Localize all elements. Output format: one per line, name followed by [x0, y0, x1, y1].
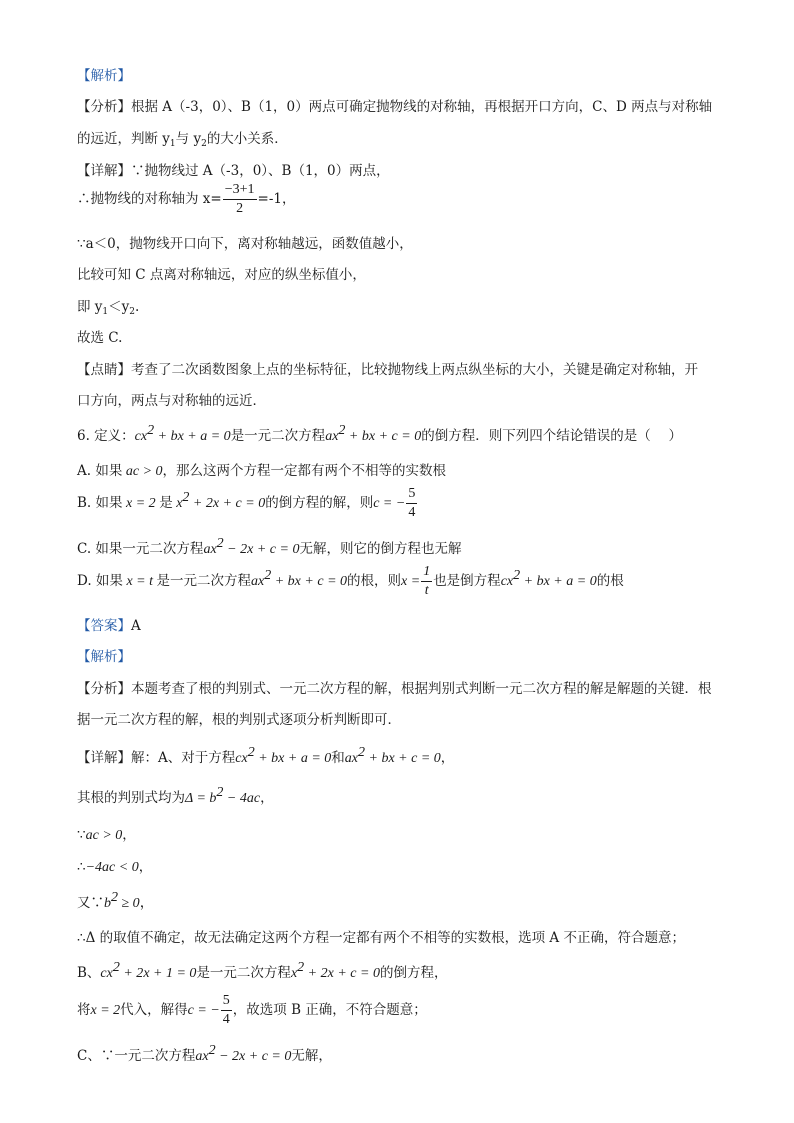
discriminant-line: 其根的判别式均为$\Delta = b^2 - 4ac$， [77, 785, 274, 806]
option-c-analysis-line: C、∵一元二次方程$ax^2 - 2x + c = 0$无解， [77, 1043, 332, 1064]
substitute-fraction: $\frac{5}{4}$ [222, 993, 230, 1027]
question-6-stem: 6. 定义：$cx^2$ + bx + a = 0是一元二次方程$ax^2$ + bx + c = 0的倒方程．则下列四个结论错误的是（ ） [77, 423, 682, 444]
detail-line-1: 【详解】∵抛物线过 A（-3，0）、B（1，0）两点， [77, 163, 390, 179]
option-b-fraction: $\frac{5}{4}$ [408, 486, 416, 520]
comment-line-2: 口方向，两点与对称轴的远近． [77, 393, 266, 409]
comment-tag: 【点睛】 [77, 362, 131, 378]
analysis-paragraph-line-1: 【分析】根据 A（-3，0）、B（1，0）两点可确定抛物线的对称轴，再根据开口方向，C、D 两点与对称轴 [77, 99, 713, 115]
detail-tag: 【详解】 [77, 163, 131, 179]
answer-analysis-line-2: 据一元二次方程的解，根的判别式逐项分析判断即可． [77, 712, 401, 728]
answer-value: A [131, 618, 141, 634]
substitute-line: 将x = 2代入，解得c = − $\frac{5}{4}$ ，故选项 B 正确，不符合题意； [77, 993, 427, 1027]
analysis-header: 【解析】 [77, 68, 131, 84]
axis-fraction: $\frac{-3+1}{2}$ [224, 182, 255, 216]
therefore-negative-line: ∴−4ac < 0， [77, 859, 153, 875]
option-b-analysis-line: B、$cx^2 + 2x + 1 = 0$是一元二次方程$x^2 + 2x + c = 0$的倒方程， [77, 960, 448, 981]
option-d-fraction: $\frac{1}{t}$ [423, 564, 431, 598]
result-line: 即 $y_1<y_2$. [77, 299, 140, 317]
answer-analysis-line-1: 【分析】本题考查了根的判别式、一元二次方程的解，根据判别式判断一元二次方程的解是解题的关键．根 [77, 681, 712, 697]
option-c: C. 如果一元二次方程$ax^2 - 2x + c = 0$无解，则它的倒方程也无解 [77, 536, 462, 557]
analysis-paragraph-line-2: 的远近，判断 $y_1$与 $y_2$的大小关系． [77, 131, 288, 149]
compare-line: 比较可知 C 点离对称轴远，对应的纵坐标值小， [77, 267, 366, 283]
choice-line: 故选 C. [77, 330, 123, 346]
option-a: A. 如果 ac > 0，那么这两个方程一定都有两个不相等的实数根 [77, 463, 447, 479]
option-d: D. 如果 x = t 是一元二次方程$ax^2$ + bx + c = 0的根，则x = $\frac{1}{t}$ 也是倒方程$cx^2$ + bx + a = 0的根 [77, 564, 624, 598]
since-ac-positive-line: ∵ac > 0， [77, 827, 136, 843]
answer-analysis-header: 【解析】 [77, 649, 131, 665]
answer-tag: 【答案】 [77, 618, 131, 634]
also-b-squared-line: 又$\because b^2 \ge 0$， [77, 890, 154, 911]
answer-line [77, 614, 141, 634]
conclusion-a-line: ∴Δ 的取值不确定，故无法确定这两个方程一定都有两个不相等的实数根，选项 A 不正确，符合题意； [77, 930, 685, 946]
opening-direction-line: ∵a＜0，抛物线开口向下，离对称轴越远，函数值越小， [77, 236, 413, 252]
analysis-tag: 【分析】 [77, 99, 131, 115]
comment-line-1: 【点睛】考查了二次函数图象上点的坐标特征，比较抛物线上两点纵坐标的大小，关键是确定对称轴，开 [77, 362, 698, 378]
answer-detail-line-1: 【详解】解：A、对于方程$cx^2$ + bx + a = 0和$ax^2$ + bx + c = 0， [77, 745, 455, 766]
axis-of-symmetry-line: ∴抛物线的对称轴为 x= $\frac{-3+1}{2}$ =-1， [77, 182, 296, 216]
option-b: B. 如果 x = 2 是 $x^2 + 2x + c = 0$的倒方程的解，则c = − $\frac{5}{4}$ [77, 486, 416, 520]
